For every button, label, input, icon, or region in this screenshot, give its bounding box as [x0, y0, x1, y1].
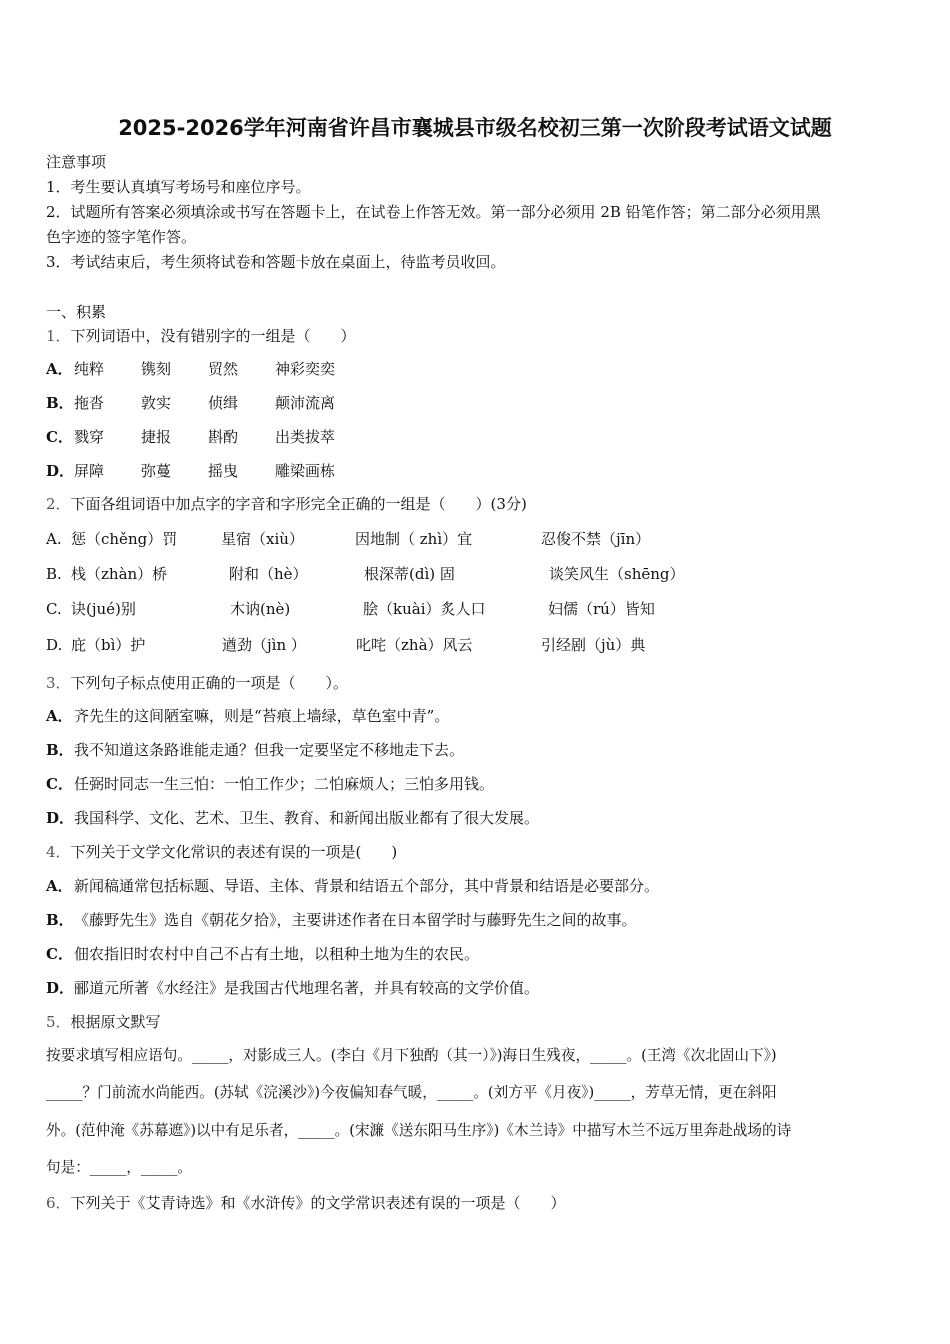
question-2: [46, 494, 906, 514]
option-label: C．: [46, 775, 73, 793]
option-word: 出类拔萃: [275, 428, 336, 446]
option-word: 屏障: [74, 462, 105, 480]
option-text: 郦道元所著《水经注》是我国古代地理名著，并具有较高的文学价值。: [74, 979, 540, 997]
q4-option-c: [46, 944, 906, 964]
q5-line: 外。(范仲淹《苏幕遮》)以中有足乐者，_____。(宋濂《送东阳马生序》)《木兰诗》中描写木兰不远万里奔赴战场的诗: [46, 1122, 792, 1139]
option-word: 纯粹: [74, 360, 105, 378]
question-3: [46, 673, 906, 693]
option-word: 弥蔓: [141, 462, 172, 480]
option-word: 根深蒂(dì) 固: [364, 565, 455, 583]
option-label: C．: [46, 945, 73, 963]
q4-option-d: [46, 978, 906, 998]
q2-option-b: [46, 564, 906, 584]
question-stem: 下面各组词语中加点字的字音和字形完全正确的一组是（ ）(3分): [70, 495, 527, 513]
q2-option-c: [46, 599, 906, 619]
question-number: 3．: [46, 674, 71, 692]
q3-option-d: [46, 808, 906, 828]
q1-option-b: [46, 393, 906, 413]
notice-item: 2．试题所有答案必须填涂或书写在答题卡上，在试卷上作答无效。第一部分必须用 2B 铅笔作答；第二部分必须用黑: [46, 203, 821, 221]
option-word: 颠沛流离: [275, 394, 336, 412]
option-label: B．: [46, 394, 74, 412]
option-text: 我不知道这条路谁能走通？但我一定要坚定不移地走下去。: [74, 741, 465, 759]
question-number: 2．: [46, 495, 71, 513]
option-label: C.: [46, 600, 62, 618]
option-word: 贸然: [208, 360, 239, 378]
option-text: 我国科学、文化、艺术、卫生、教育、和新闻出版业都有了很大发展。: [74, 809, 540, 827]
q3-option-b: [46, 740, 906, 760]
q1-option-a: [46, 359, 906, 379]
option-label: D.: [46, 636, 63, 654]
question-stem: 下列词语中，没有错别字的一组是（ ）: [70, 327, 356, 345]
option-word: 因地制（ zhì）宜: [355, 530, 473, 548]
notice-heading: 注意事项: [46, 153, 107, 171]
option-word: 叱咤（zhà）风云: [356, 636, 473, 654]
option-word: 戮穿: [74, 428, 105, 446]
option-word: 栈（zhàn）桥: [71, 565, 168, 583]
notice-item: 3．考试结束后，考生须将试卷和答题卡放在桌面上，待监考员收回。: [46, 253, 506, 271]
notice-item: 色字迹的签字笔作答。: [46, 228, 197, 246]
option-word: 妇儒（rú）皆知: [548, 600, 655, 618]
section-heading: 一、积累: [46, 303, 107, 321]
option-label: D．: [46, 462, 75, 480]
option-label: A.: [46, 530, 62, 548]
page-title: 2025-2026学年河南省许昌市襄城县市级名校初三第一次阶段考试语文试题: [118, 116, 832, 140]
option-label: C．: [46, 428, 73, 446]
q4-option-a: [46, 876, 906, 896]
option-text: 《藤野先生》选自《朝花夕拾》，主要讲述作者在日本留学时与藤野先生之间的故事。: [74, 911, 637, 929]
option-word: 遒劲（jìn ）: [222, 636, 306, 654]
option-word: 庇（bì）护: [71, 636, 146, 654]
option-label: B．: [46, 911, 74, 929]
question-stem: 根据原文默写: [70, 1013, 161, 1031]
q3-option-a: [46, 706, 906, 726]
option-word: 摇曳: [208, 462, 239, 480]
option-label: B.: [46, 565, 62, 583]
question-1: [46, 326, 906, 346]
q1-option-c: [46, 427, 906, 447]
option-text: 新闻稿通常包括标题、导语、主体、背景和结语五个部分，其中背景和结语是必要部分。: [74, 877, 660, 895]
option-word: 斟酌: [208, 428, 239, 446]
q5-line: 句是：_____，_____。: [46, 1159, 192, 1176]
option-text: 齐先生的这间陋室嘛，则是“苔痕上墙绿，草色室中青”。: [74, 707, 450, 725]
option-word: 镌刻: [141, 360, 172, 378]
option-text: 任弼时同志一生三怕：一怕工作少；二怕麻烦人；三怕多用钱。: [74, 775, 495, 793]
option-word: 木讷(nè): [230, 600, 291, 618]
option-label: D．: [46, 809, 75, 827]
question-number: 4．: [46, 843, 71, 861]
question-number: 1．: [46, 327, 71, 345]
question-stem: 下列关于《艾青诗选》和《水浒传》的文学常识表述有误的一项是（ ）: [70, 1194, 566, 1212]
option-label: D．: [46, 979, 75, 997]
option-word: 惩（chěng）罚: [71, 530, 178, 548]
option-label: A．: [46, 360, 73, 378]
option-text: 佃农指旧时农村中自己不占有土地，以租种土地为生的农民。: [74, 945, 480, 963]
question-number: 6．: [46, 1194, 71, 1212]
option-word: 雕梁画栋: [275, 462, 336, 480]
option-word: 神彩奕奕: [275, 360, 336, 378]
q3-option-c: [46, 774, 906, 794]
option-word: 引经剧（jù）典: [541, 636, 646, 654]
option-label: A．: [46, 877, 73, 895]
q5-line: 按要求填写相应语句。_____，对影成三人。(李白《月下独酌（其一）》)海日生残夜，_____。(王湾《次北固山下》): [46, 1047, 777, 1064]
option-label: B．: [46, 741, 74, 759]
question-4: [46, 842, 906, 862]
option-word: 附和（hè）: [229, 565, 308, 583]
q2-option-d: [46, 635, 906, 655]
option-word: 星宿（xiù）: [221, 530, 304, 548]
question-number: 5．: [46, 1013, 71, 1031]
option-word: 忍俊不禁（jīn）: [541, 530, 651, 548]
option-word: 诀(jué)别: [71, 600, 136, 618]
question-stem: 下列关于文学文化常识的表述有误的一项是( ): [70, 843, 398, 861]
q5-line: _____？门前流水尚能西。(苏轼《浣溪沙》)今夜偏知春气暖，_____。(刘方平《月夜》)_____，芳草无情，更在斜阳: [46, 1084, 777, 1101]
option-word: 脍（kuài）炙人口: [363, 600, 486, 618]
option-word: 侦缉: [208, 394, 239, 412]
q2-option-a: [46, 529, 906, 549]
question-5: [46, 1012, 906, 1032]
option-label: A．: [46, 707, 73, 725]
q1-option-d: [46, 461, 906, 481]
option-word: 拖沓: [74, 394, 105, 412]
q4-option-b: [46, 910, 906, 930]
question-6: [46, 1193, 906, 1213]
question-stem: 下列句子标点使用正确的一项是（ ）。: [70, 674, 349, 692]
option-word: 谈笑风生（shēng）: [549, 565, 685, 583]
option-word: 捷报: [141, 428, 172, 446]
notice-item: 1．考生要认真填写考场号和座位序号。: [46, 178, 311, 196]
option-word: 敦实: [141, 394, 172, 412]
